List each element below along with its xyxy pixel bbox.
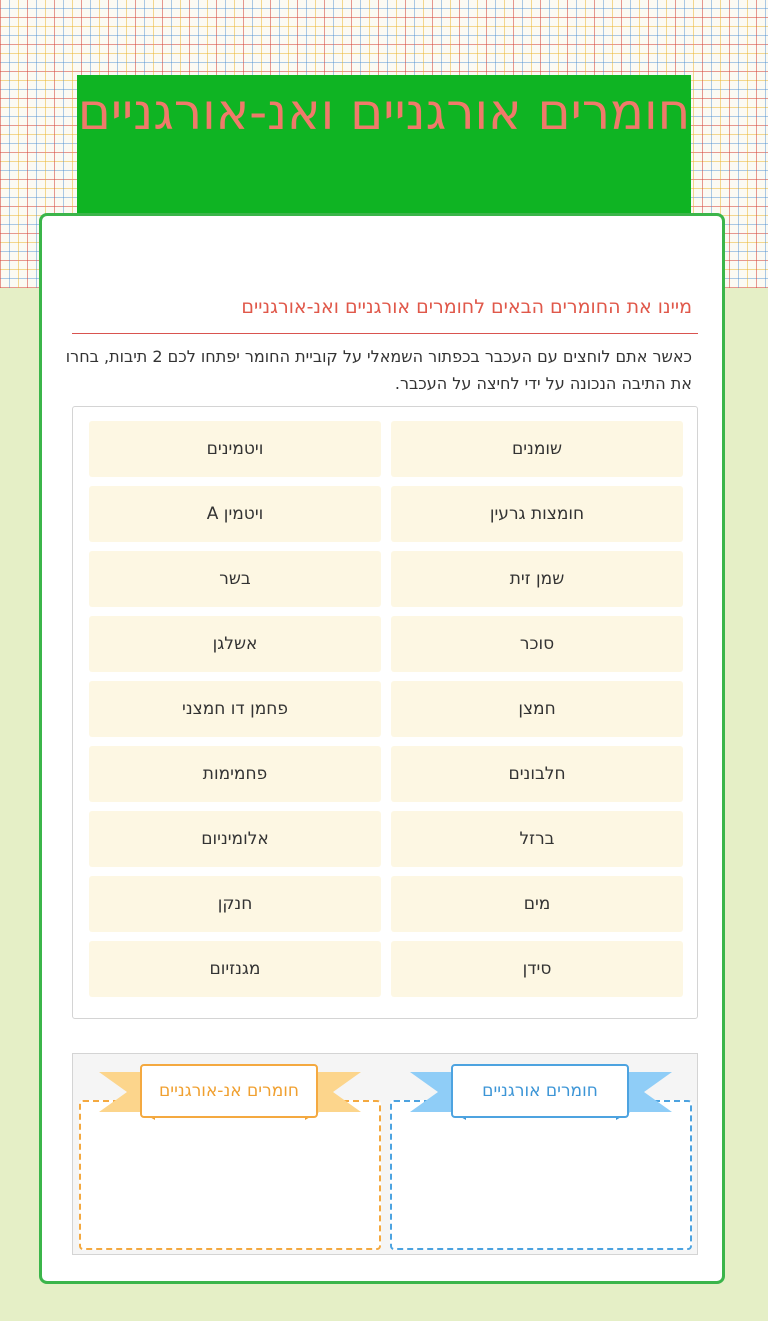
title-banner (77, 75, 691, 225)
inorganic-bin-label: חומרים אנ-אורגניים (140, 1064, 318, 1118)
item-chip[interactable]: סוכר (391, 616, 683, 672)
item-chip[interactable]: חנקן (89, 876, 381, 932)
item-chip[interactable]: פחמימות (89, 746, 381, 802)
items-grid (87, 421, 683, 997)
sorting-area (72, 1053, 698, 1255)
item-chip[interactable]: שמן זית (391, 551, 683, 607)
item-chip[interactable]: אלומיניום (89, 811, 381, 867)
worksheet-card (39, 213, 725, 1284)
item-chip[interactable]: ויטמין A (89, 486, 381, 542)
item-chip[interactable]: מגנזיום (89, 941, 381, 997)
instructions-text: כאשר אתם לוחצים עם העכבר בכפתור השמאלי על קוביית החומר יפתחו לכם 2 תיבות, בחרו את התיבה הנכונה על ידי לחיצה על העכבר. (65, 347, 692, 393)
inorganic-ribbon (99, 1064, 361, 1126)
item-chip[interactable]: אשלגן (89, 616, 381, 672)
item-chip[interactable]: חמצן (391, 681, 683, 737)
items-panel (72, 406, 698, 1019)
item-chip[interactable]: פחמן דו חמצני (89, 681, 381, 737)
item-chip[interactable]: שומנים (391, 421, 683, 477)
item-chip[interactable]: סידן (391, 941, 683, 997)
item-chip[interactable]: ברזל (391, 811, 683, 867)
item-chip[interactable]: חומצות גרעין (391, 486, 683, 542)
instructions-heading: מיינו את החומרים הבאים לחומרים אורגניים ואנ-אורגניים (241, 296, 692, 318)
item-chip[interactable]: ויטמינים (89, 421, 381, 477)
organic-bin-label: חומרים אורגניים (451, 1064, 629, 1118)
page-title: חומרים אורגניים ואנ-אורגניים (77, 83, 691, 141)
item-chip[interactable]: חלבונים (391, 746, 683, 802)
item-chip[interactable]: בשר (89, 551, 381, 607)
item-chip[interactable]: מים (391, 876, 683, 932)
heading-divider (72, 333, 698, 334)
organic-ribbon (410, 1064, 672, 1126)
